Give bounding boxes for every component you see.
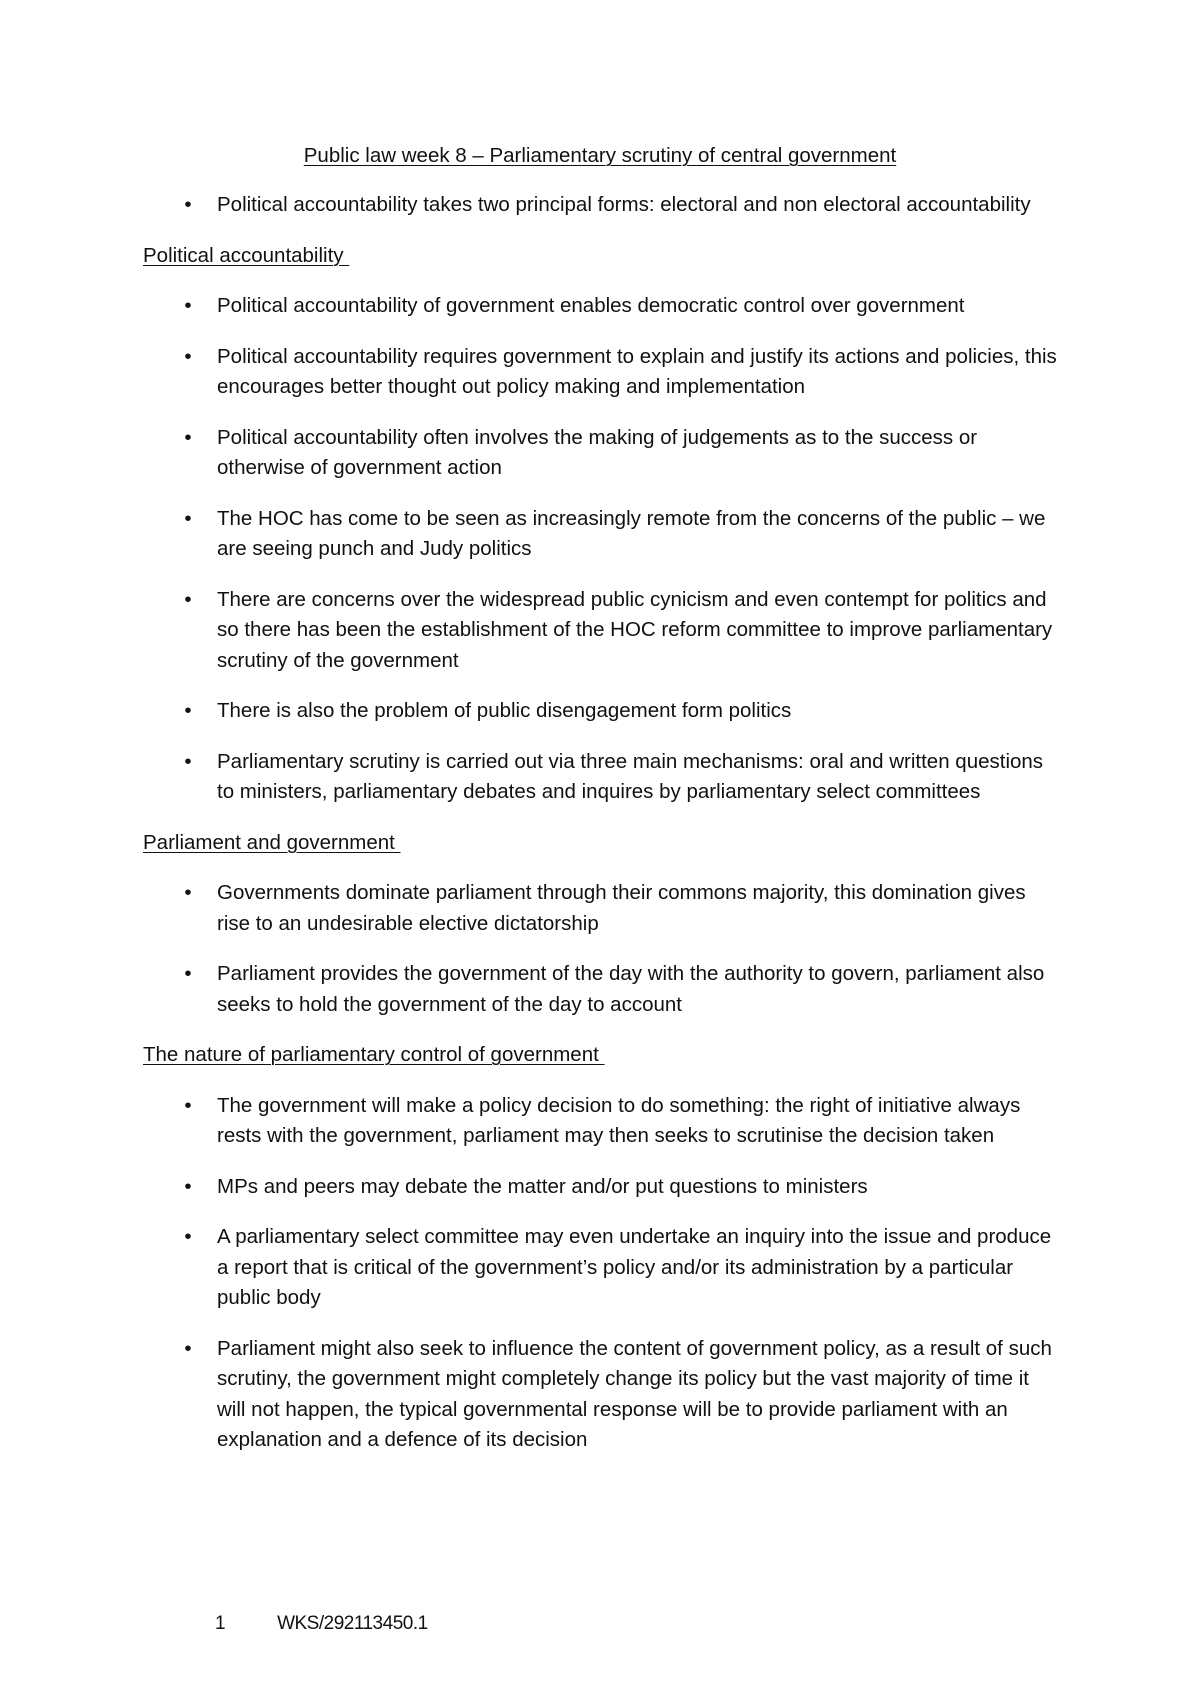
bullet-text: There are concerns over the widespread public cynicism and even contempt for politics and so there has been the establishment of the HOC reform committee to improve parliamentary scrutiny of the government (217, 587, 1053, 672)
bullet-text: Parliament provides the government of the day with the authority to govern, parliament also seeks to hold the government of the day to account (217, 962, 1045, 1016)
list-item (143, 342, 1063, 403)
intro-bullet-list (143, 190, 1063, 221)
bullet-icon: • (184, 881, 192, 904)
list-item (143, 878, 1063, 939)
document-reference: WKS/292113450.1 (277, 1613, 428, 1634)
bullet-icon: • (184, 749, 192, 773)
list-item (143, 291, 1063, 322)
bullet-icon: • (184, 506, 192, 530)
bullet-text: The HOC has come to be seen as increasingly remote from the concerns of the public – we are seeing punch and Judy politics (217, 506, 1046, 560)
bullet-icon: • (184, 193, 192, 216)
bullet-icon: • (184, 1225, 192, 1248)
bullet-text: A parliamentary select committee may even undertake an inquiry into the issue and produce a report that is critical of the government’s policy and/or its administration by a particular public body (217, 1225, 1052, 1309)
bullet-icon: • (184, 962, 192, 985)
bullet-icon: • (184, 425, 192, 449)
bullet-text: Parliament might also seek to influence the content of government policy, as a result of such scrutiny, the government might completely change its policy but the vast majority of time it will not happen, the typical governmental response will be to provide parliament with an explanation and a defence of its decision (217, 1336, 1052, 1451)
document-body (143, 190, 1063, 1476)
bullet-icon: • (184, 1174, 192, 1198)
bullet-text: There is also the problem of public disengagement form politics (217, 699, 792, 722)
bullet-text: The government will make a policy decision to do something: the right of initiative always rests with the government, parliament may then seeks to scrutinise the decision taken (217, 1093, 1021, 1147)
list-item (143, 1091, 1063, 1152)
section-bullet-list (143, 878, 1063, 1020)
list-item (143, 504, 1063, 565)
bullet-text: Political accountability takes two principal forms: electoral and non electoral accountability (217, 193, 1031, 216)
list-item (143, 696, 1063, 727)
document-title: Public law week 8 – Parliamentary scrutiny of central government (303, 144, 897, 167)
section-bullet-list (143, 291, 1063, 808)
list-item (143, 423, 1063, 484)
page-number: 1 (215, 1613, 226, 1634)
bullet-text: Parliamentary scrutiny is carried out via three main mechanisms: oral and written questions to ministers, parliamentary debates and inquires by parliamentary select committees (217, 749, 1044, 803)
bullet-icon: • (184, 344, 192, 368)
list-item (143, 1334, 1063, 1456)
bullet-icon: • (184, 1093, 192, 1117)
section-heading: The nature of parliamentary control of government (143, 1043, 605, 1066)
list-item (143, 959, 1063, 1020)
bullet-text: Political accountability requires government to explain and justify its actions and policies, this encourages better thought out policy making and implementation (217, 344, 1057, 398)
bullet-icon: • (184, 699, 192, 722)
list-item (143, 1222, 1063, 1314)
bullet-text: Political accountability often involves the making of judgements as to the success or otherwise of government action (217, 425, 978, 479)
bullet-text: MPs and peers may debate the matter and/or put questions to ministers (217, 1174, 868, 1198)
bullet-icon: • (184, 1336, 192, 1360)
list-item (143, 585, 1063, 677)
section-bullet-list (143, 1091, 1063, 1456)
section-heading: Parliament and government (143, 830, 401, 854)
page-footer (215, 1609, 428, 1640)
list-item (143, 190, 1063, 221)
bullet-text: Governments dominate parliament through their commons majority, this domination gives rise to an undesirable elective dictatorship (217, 881, 1026, 935)
bullet-text: Political accountability of government enables democratic control over government (217, 294, 965, 317)
list-item (143, 747, 1063, 808)
section-heading: Political accountability (143, 243, 350, 267)
list-item (143, 1172, 1063, 1203)
bullet-icon: • (184, 294, 192, 317)
bullet-icon: • (184, 587, 192, 611)
